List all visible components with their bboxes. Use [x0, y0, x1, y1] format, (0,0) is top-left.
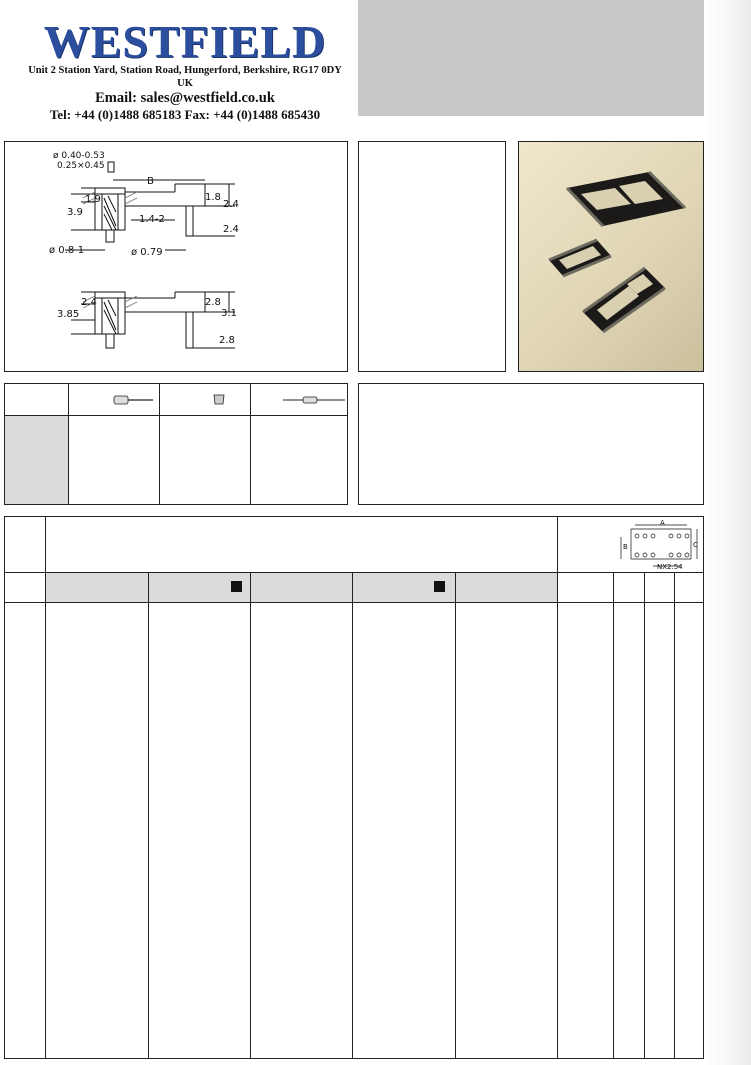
description-panel [358, 141, 506, 372]
dim-1-4-2: 1.4-2 [139, 214, 165, 225]
dim-3-1: 3.1 [221, 308, 237, 319]
company-address: Unit 2 Station Yard, Station Road, Hungerford, Berkshire, RG17 0DY UK [28, 65, 342, 89]
dim-2-8-b: 2.8 [219, 335, 235, 346]
page-edge-strip [705, 0, 751, 1065]
standard-pin-icon [113, 394, 155, 406]
marker-square-1 [231, 581, 242, 592]
pin-type-table [4, 383, 348, 505]
dim-1-8: 1.8 [205, 192, 221, 203]
footprint-label-c: C [693, 541, 698, 549]
socket-medium [583, 268, 665, 332]
socket-large [567, 172, 685, 226]
dim-3-9: 3.9 [67, 207, 83, 218]
product-photo [518, 141, 704, 372]
company-email: Email: sales@westfield.co.uk [95, 90, 275, 106]
dim-2-8-a: 2.8 [205, 297, 221, 308]
short-pin-icon [211, 393, 227, 407]
socket-dimension-drawing [5, 142, 349, 373]
company-telephone: Tel: +44 (0)1488 685183 Fax: +44 (0)1488 685430 [49, 107, 321, 122]
table-header-band [46, 573, 557, 602]
footprint-label-b: B [623, 543, 628, 551]
ordering-table [4, 516, 704, 1059]
dip-socket-photo-illustration [519, 142, 705, 373]
footprint-pitch: NX2.54 [657, 563, 683, 571]
company-logo [20, 18, 350, 123]
header-title-block [358, 0, 704, 116]
dim-2-4-b: 2.4 [223, 224, 239, 235]
footprint-label-a: A [660, 519, 665, 527]
dim-3-85: 3.85 [57, 309, 80, 320]
dim-b: B [147, 176, 154, 187]
dim-1-9: 1.9 [85, 194, 101, 205]
dim-contact-diameter: ø 0.40-0.53 [53, 151, 105, 161]
dim-pin-diameter: ø 0.79 [131, 247, 163, 258]
dim-2-4-a: 2.4 [223, 199, 239, 210]
long-pin-icon [281, 394, 347, 406]
notes-panel [358, 383, 704, 505]
footprint-drawing [617, 519, 701, 571]
dim-contact-size: 0.25×0.45 [57, 161, 105, 171]
dim-2-4-c: 2.4 [81, 297, 97, 308]
logo-wordmark: WESTFIELD [43, 16, 327, 67]
technical-drawing-panel [4, 141, 348, 372]
marker-square-2 [434, 581, 445, 592]
socket-small [549, 240, 611, 276]
dim-hole-diameter: ø 0.8-1 [49, 245, 85, 256]
pin-table-shaded-cell [5, 416, 68, 504]
